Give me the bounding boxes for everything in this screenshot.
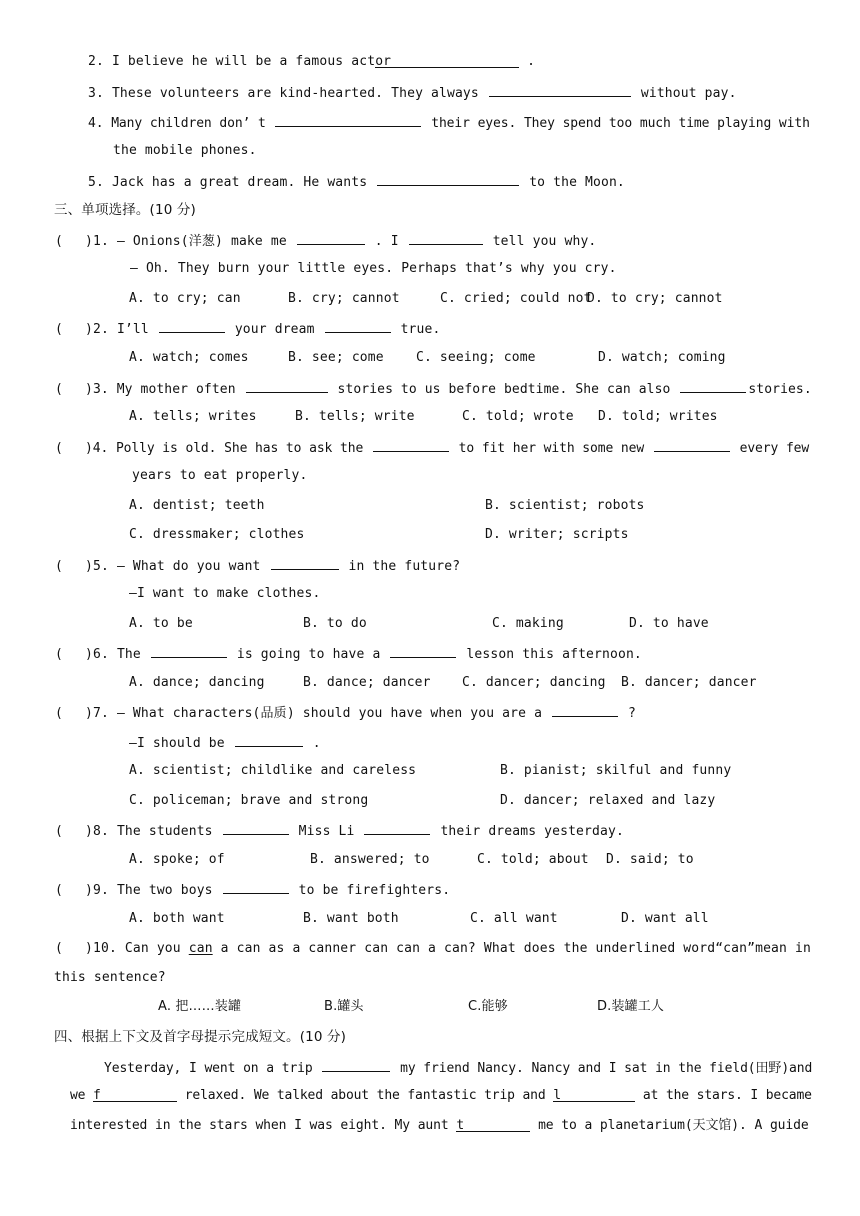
mc-question-5: ( )5. — What do you want in the future? bbox=[55, 556, 460, 574]
answer-blank[interactable] bbox=[377, 172, 519, 186]
passage-line-1: Yesterday, I went on a trip my friend Nancy. Nancy and I sat in the field(田野)and bbox=[104, 1058, 812, 1076]
mc-7-option-a: A. scientist; childlike and careless bbox=[129, 763, 417, 778]
answer-blank[interactable] bbox=[322, 1058, 390, 1072]
mc-question-4-line-2: years to eat properly. bbox=[132, 468, 308, 483]
mc-1-option-b: B. cry; cannot bbox=[288, 291, 400, 306]
mc-7-option-b: B. pianist; skilful and funny bbox=[500, 763, 732, 778]
answer-blank[interactable] bbox=[271, 556, 339, 570]
answer-blank[interactable] bbox=[390, 644, 456, 658]
passage-line-3: interested in the stars when I was eight. My aunt t me to a planetarium(天文馆). A guide bbox=[70, 1118, 809, 1133]
mc-1-option-a: A. to cry; can bbox=[129, 291, 241, 306]
mc-9-option-d: D. want all bbox=[621, 911, 709, 926]
mc-question-1: ( )1. — Onions(洋葱) make me . I tell you why. bbox=[55, 231, 596, 249]
mc-3-option-d: D. told; writes bbox=[598, 409, 718, 424]
answer-blank[interactable] bbox=[654, 438, 730, 452]
mc-10-option-d: D.装罐工人 bbox=[597, 999, 665, 1014]
mc-question-9: ( )9. The two boys to be firefighters. bbox=[55, 880, 450, 898]
mc-8-option-d: D. said; to bbox=[606, 852, 694, 867]
mc-9-option-b: B. want both bbox=[303, 911, 399, 926]
mc-5-option-a: A. to be bbox=[129, 616, 193, 631]
answer-blank[interactable] bbox=[223, 880, 289, 894]
mc-question-3: ( )3. My mother often stories to us before bedtime. She can also stories. bbox=[55, 379, 812, 397]
mc-8-option-c: C. told; about bbox=[477, 852, 589, 867]
answer-blank[interactable]: or bbox=[375, 53, 519, 68]
mc-9-option-c: C. all want bbox=[470, 911, 558, 926]
fill-in-question-4: 4. Many children don’ t their eyes. They spend too much time playing with bbox=[88, 113, 810, 131]
mc-6-option-a: A. dance; dancing bbox=[129, 675, 265, 690]
answer-blank[interactable] bbox=[246, 379, 328, 393]
mc-question-6: ( )6. The is going to have a lesson this afternoon. bbox=[55, 644, 642, 662]
mc-5-option-d: D. to have bbox=[629, 616, 709, 631]
mc-10-option-b: B.罐头 bbox=[324, 999, 364, 1014]
mc-question-8: ( )8. The students Miss Li their dreams yesterday. bbox=[55, 821, 624, 839]
mc-question-2: ( )2. I’ll your dream true. bbox=[55, 319, 440, 337]
answer-blank[interactable] bbox=[297, 231, 365, 245]
mc-5-option-b: B. to do bbox=[303, 616, 367, 631]
answer-blank[interactable] bbox=[680, 379, 746, 393]
fill-in-question-2: 2. I believe he will be a famous actor . bbox=[88, 54, 536, 69]
mc-8-option-b: B. answered; to bbox=[310, 852, 430, 867]
mc-2-option-c: C. seeing; come bbox=[416, 350, 536, 365]
answer-blank[interactable] bbox=[364, 821, 430, 835]
answer-blank[interactable] bbox=[489, 83, 631, 97]
mc-question-10: ( )10. Can you can a can as a canner can can a can? What does the underlined word“can”mean in bbox=[55, 941, 811, 956]
answer-blank[interactable] bbox=[409, 231, 483, 245]
mc-7-option-c: C. policeman; brave and strong bbox=[129, 793, 369, 808]
mc-1-option-d: D. to cry; cannot bbox=[587, 291, 723, 306]
fill-in-question-4-continued: the mobile phones. bbox=[113, 143, 257, 158]
mc-10-option-c: C.能够 bbox=[468, 999, 508, 1014]
answer-blank[interactable] bbox=[159, 319, 225, 333]
mc-8-option-a: A. spoke; of bbox=[129, 852, 225, 867]
section-4-title: 四、根据上下文及首字母提示完成短文。(10 分) bbox=[54, 1029, 347, 1045]
mc-4-option-c: C. dressmaker; clothes bbox=[129, 527, 305, 542]
mc-10-option-a: A. 把……装罐 bbox=[158, 999, 242, 1014]
mc-9-option-a: A. both want bbox=[129, 911, 225, 926]
mc-2-option-a: A. watch; comes bbox=[129, 350, 249, 365]
mc-3-option-b: B. tells; write bbox=[295, 409, 415, 424]
mc-2-option-d: D. watch; coming bbox=[598, 350, 726, 365]
mc-5-option-c: C. making bbox=[492, 616, 564, 631]
mc-4-option-b: B. scientist; robots bbox=[485, 498, 645, 513]
mc-question-4: ( )4. Polly is old. She has to ask the to fit her with some new every few bbox=[55, 438, 809, 456]
answer-blank[interactable] bbox=[325, 319, 391, 333]
answer-blank[interactable] bbox=[151, 644, 227, 658]
answer-blank-l[interactable]: l bbox=[553, 1087, 635, 1102]
mc-6-option-c: C. dancer; dancing bbox=[462, 675, 606, 690]
mc-question-5-line-2: —I want to make clothes. bbox=[129, 586, 321, 601]
mc-question-10-line-2: this sentence? bbox=[54, 970, 166, 985]
answer-blank[interactable] bbox=[373, 438, 449, 452]
mc-3-option-c: C. told; wrote bbox=[462, 409, 574, 424]
mc-2-option-b: B. see; come bbox=[288, 350, 384, 365]
mc-4-option-a: A. dentist; teeth bbox=[129, 498, 265, 513]
mc-3-option-a: A. tells; writes bbox=[129, 409, 257, 424]
answer-blank[interactable] bbox=[552, 703, 618, 717]
answer-blank-f[interactable]: f bbox=[93, 1087, 177, 1102]
fill-in-question-3: 3. These volunteers are kind-hearted. They always without pay. bbox=[88, 83, 737, 101]
passage-line-2: we f relaxed. We talked about the fantastic trip and l at the stars. I became bbox=[70, 1088, 812, 1103]
section-3-title: 三、单项选择。(10 分) bbox=[54, 202, 196, 218]
fill-in-question-5: 5. Jack has a great dream. He wants to the Moon. bbox=[88, 172, 625, 190]
answer-blank[interactable] bbox=[223, 821, 289, 835]
mc-question-7: ( )7. — What characters(品质) should you have when you are a ? bbox=[55, 703, 636, 721]
underlined-word: can bbox=[188, 941, 213, 956]
answer-blank[interactable] bbox=[235, 733, 303, 747]
mc-4-option-d: D. writer; scripts bbox=[485, 527, 629, 542]
answer-blank-t[interactable]: t bbox=[456, 1117, 530, 1132]
mc-question-7-line-2: —I should be . bbox=[129, 733, 321, 751]
mc-6-option-d: B. dancer; dancer bbox=[621, 675, 757, 690]
mc-1-option-c: C. cried; could not bbox=[440, 291, 592, 306]
answer-blank[interactable] bbox=[275, 113, 421, 127]
mc-question-1-line-2: — Oh. They burn your little eyes. Perhaps that’s why you cry. bbox=[130, 261, 617, 276]
mc-6-option-b: B. dance; dancer bbox=[303, 675, 431, 690]
mc-7-option-d: D. dancer; relaxed and lazy bbox=[500, 793, 716, 808]
